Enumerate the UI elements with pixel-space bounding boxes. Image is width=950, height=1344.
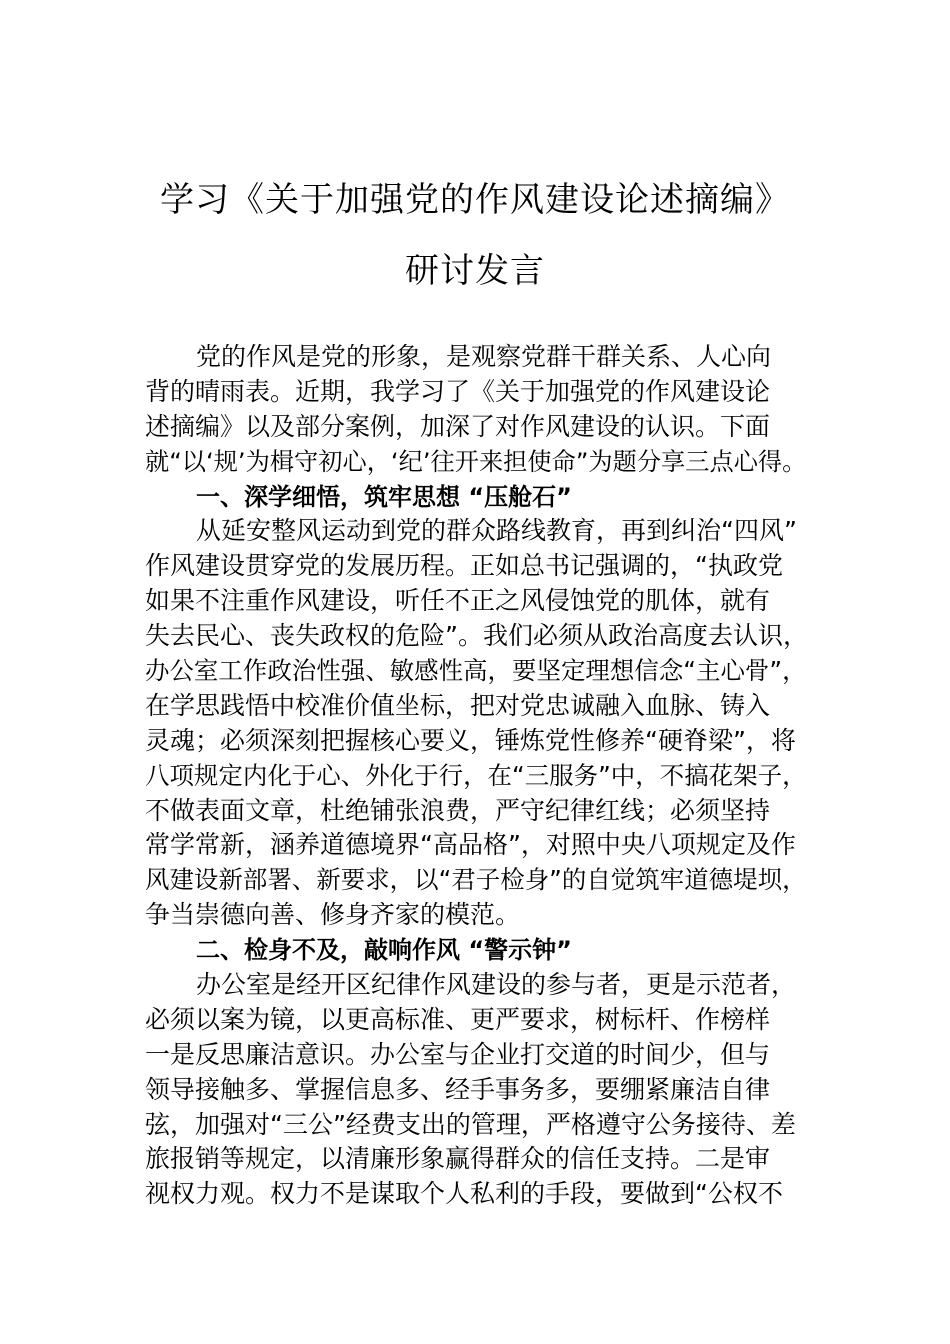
body-text-line: 必须以案为镜，以更高标准、更严要求，树标杆、作榜样: [145, 1004, 771, 1034]
section-heading: 一、深学细悟，筑牢思想 “压舱石”: [196, 482, 572, 511]
body-text-line: 常学常新，涵养道德境界“高品格”，对照中央八项规定及作: [145, 830, 796, 860]
body-text-line: 作风建设贯穿党的发展历程。正如总书记强调的，“执政党: [145, 551, 783, 581]
body-text-line: 风建设新部署、新要求，以“君子检身”的自觉筑牢道德堤坝，: [145, 865, 807, 895]
body-text-line: 灵魂；必须深刻把握核心要义，锤炼党性修养“硬脊梁”，将: [145, 725, 796, 755]
body-text-line: 办公室工作政治性强、敏感性高，要坚定理想信念“主心骨”，: [145, 656, 807, 686]
body-text-line: 旅报销等规定，以清廉形象赢得群众的信任支持。二是审: [145, 1144, 771, 1174]
body-text-line: 一是反思廉洁意识。办公室与企业打交道的时间少，但与: [145, 1039, 771, 1069]
body-text-line: 领导接触多、掌握信息多、经手事务多，要绷紧廉洁自律: [145, 1074, 771, 1104]
document-title-line-2: 研讨发言: [405, 251, 545, 291]
section-heading: 二、检身不及，敲响作风 “警示钟”: [196, 936, 572, 965]
document-body: [145, 340, 810, 1212]
body-text-line: 失去民心、丧失政权的危险”。我们必须从政治高度去认识，: [145, 621, 808, 651]
document-title-line-1: 学习《关于加强党的作风建设论述摘编》: [160, 180, 790, 220]
body-text-line: 背的晴雨表。近期，我学习了《关于加强党的作风建设论: [145, 376, 771, 406]
body-text-line: 争当崇德向善、修身齐家的模范。: [145, 900, 521, 930]
body-text-line: 述摘编》以及部分案例，加深了对作风建设的认识。下面: [145, 411, 771, 441]
body-text-line: 从延安整风运动到党的群众路线教育，再到纠治“四风”: [196, 516, 797, 546]
body-text-line: 在学思践悟中校准价值坐标，把对党忠诚融入血脉、铸入: [145, 690, 771, 720]
body-text-line: 视权力观。权力不是谋取个人私利的手段，要做到“公权不: [145, 1179, 783, 1209]
body-text-line: 不做表面文章，杜绝铺张浪费，严守纪律红线；必须坚持: [145, 795, 771, 825]
body-text-line: 党的作风是党的形象，是观察党群干群关系、人心向: [196, 342, 772, 371]
body-text-line: 八项规定内化于心、外化于行，在“三服务”中，不搞花架子，: [145, 760, 807, 790]
body-text-line: 如果不注重作风建设，听任不正之风侵蚀党的肌体，就有: [145, 586, 771, 616]
body-text-line: 就“以‘规’为楫守初心，‘纪’往开来担使命”为题分享三点心得。: [145, 447, 807, 476]
body-text-line: 办公室是经开区纪律作风建设的参与者，更是示范者，: [196, 970, 797, 1000]
body-text-line: 弦，加强对“三公”经费支出的管理，严格遵守公务接待、差: [145, 1109, 796, 1139]
